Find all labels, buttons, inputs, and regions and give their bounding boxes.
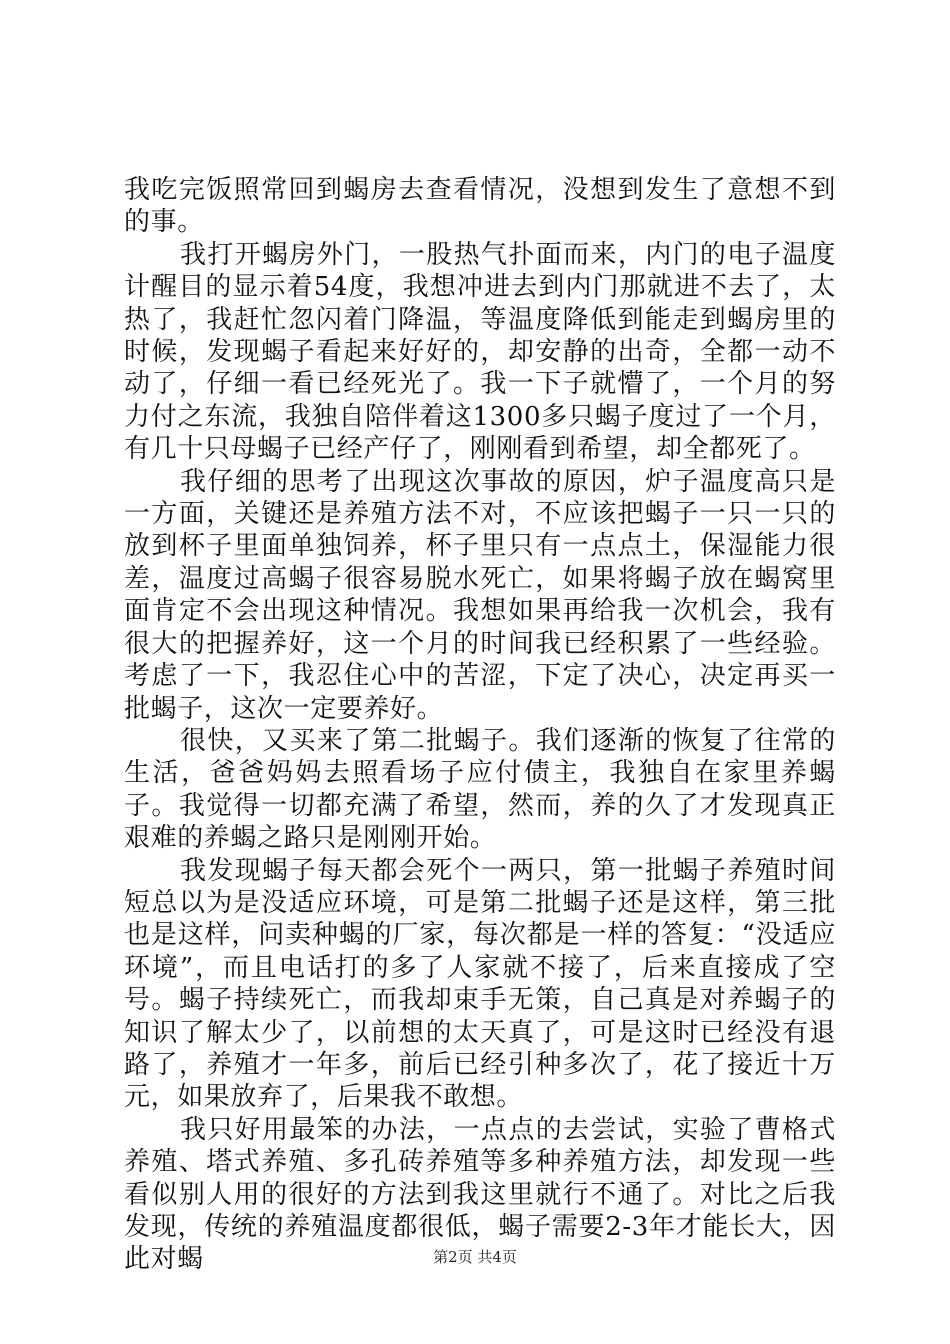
paragraph: 很快，又买来了第二批蝎子。我们逐渐的恢复了往常的生活，爸爸妈妈去照看场子应付债主，我独自在家里养蝎子。我觉得一切都充满了希望，然而，养的久了才发现真正艰难的养蝎之路只是刚刚开始。 <box>124 725 836 854</box>
paragraph: 我打开蝎房外门，一股热气扑面而来，内门的电子温度计醒目的显示着54度，我想冲进去到内门那就进不去了，太热了，我赶忙忽闪着门降温，等温度降低到能走到蝎房里的时候，发现蝎子看起来好好的，却安静的出奇，全都一动不动了，仔细一看已经死光了。我一下子就懵了，一个月的努力付之东流，我独自陪伴着这1300多只蝎子度过了一个月，有几十只母蝎子已经产仔了，刚刚看到希望，却全都死了。 <box>124 239 836 465</box>
paragraph: 我仔细的思考了出现这次事故的原因，炉子温度高只是一方面，关键还是养殖方法不对，不应该把蝎子一只一只的放到杯子里面单独饲养，杯子里只有一点点土，保湿能力很差，温度过高蝎子很容易脱水死亡，如果将蝎子放在蝎窝里面肯定不会出现这种情况。我想如果再给我一次机会，我有很大的把握养好，这一个月的时间我已经积累了一些经验。考虑了一下，我忍住心中的苦涩，下定了决心，决定再买一批蝎子，这次一定要养好。 <box>124 466 836 724</box>
paragraph: 我只好用最笨的办法，一点点的去尝试，实验了曹格式养殖、塔式养殖、多孔砖养殖等多种养殖方法，却发现一些看似别人用的很好的方法到我这里就行不通了。对比之后我发现，传统的养殖温度都很低，蝎子需要2-3年才能长大，因此对蝎 <box>124 1114 836 1275</box>
page-number-footer: 第2页 共4页 <box>433 1248 517 1266</box>
body-text <box>124 174 836 1276</box>
paragraph: 我吃完饭照常回到蝎房去查看情况，没想到发生了意想不到的事。 <box>124 175 836 238</box>
paragraph: 我发现蝎子每天都会死个一两只，第一批蝎子养殖时间短总以为是没适应环境，可是第二批蝎子还是这样，第三批也是这样，问卖种蝎的厂家，每次都是一样的答复：“没适应环境”，而且电话打的多了人家就不接了，后来直接成了空号。蝎子持续死亡，而我却束手无策，自己真是对养蝎子的知识了解太少了，以前想的太天真了，可是这时已经没有退路了，养殖才一年多，前后已经引种多次了，花了接近十万元，如果放弃了，后果我不敢想。 <box>124 855 836 1113</box>
